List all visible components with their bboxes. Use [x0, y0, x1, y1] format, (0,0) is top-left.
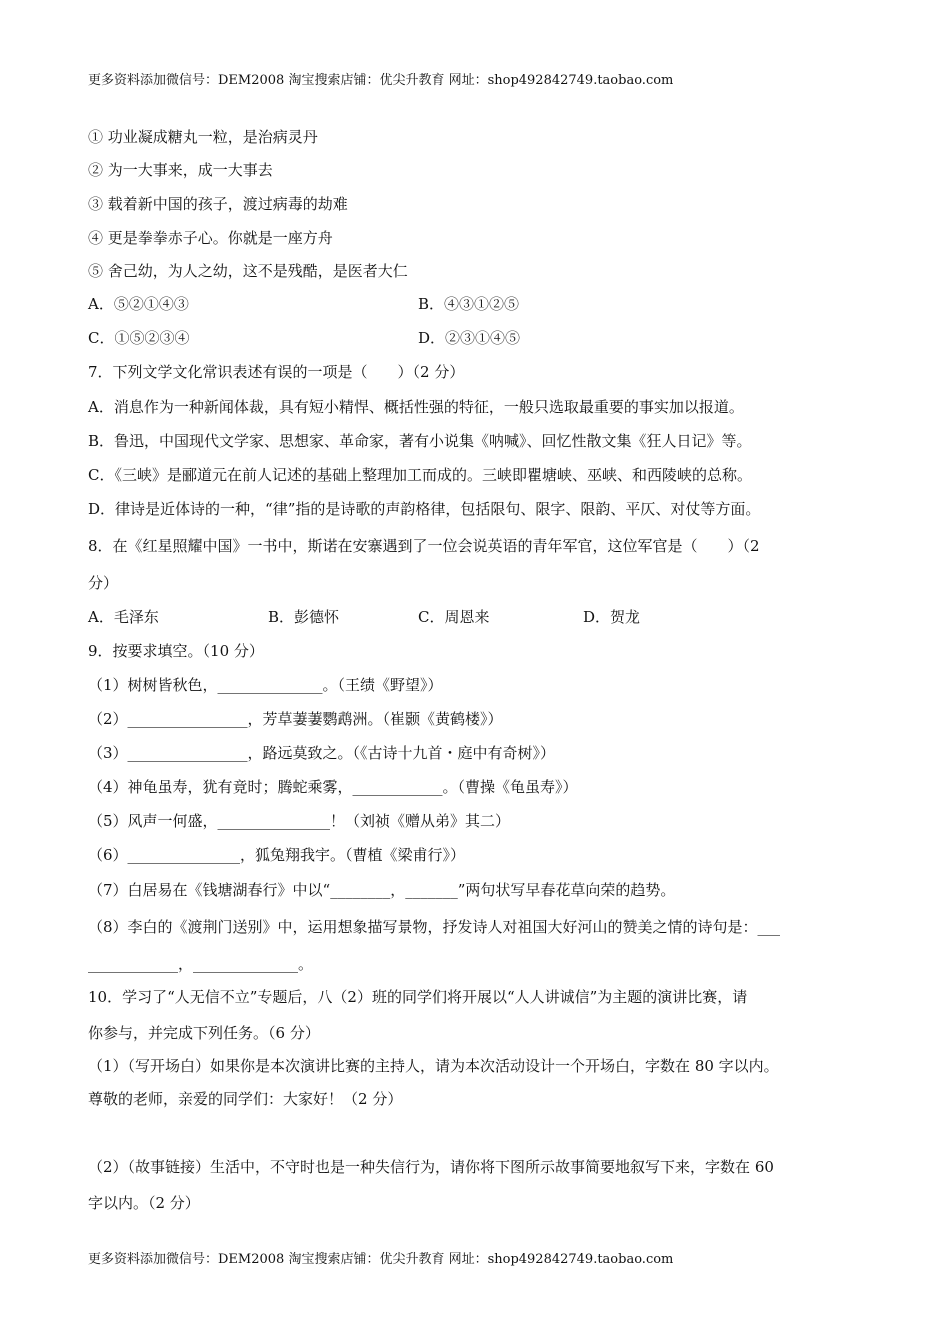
q7-option-c: C．《三峡》是郦道元在前人记述的基础上整理加工而成的。三峡即瞿塘峡、巫峡、和西陵峡的总称。 — [88, 466, 752, 484]
q9-item-8-continued: ____________，______________。 — [88, 955, 314, 973]
q7-option-d: D．律诗是近体诗的一种，“律”指的是诗歌的声韵格律，包括限句、限字、限韵、平仄、对仗等方面。 — [88, 500, 761, 518]
q8-stem-line2: 分） — [88, 574, 119, 592]
q9-item-8: （8）李白的《渡荆门送别》中，运用想象描写景物，抒发诗人对祖国大好河山的赞美之情的诗句是：___ — [88, 918, 781, 936]
q10-stem-line1: 10．学习了“人无信不立”专题后，八（2）班的同学们将开展以“人人讲诚信”为主题的演讲比赛，请 — [88, 988, 748, 1006]
page-header: 更多资料添加微信号：DEM2008 淘宝搜索店铺：优尖升教育 网址：shop492842749.taobao.com — [88, 73, 674, 88]
q8-option-b: B．彭德怀 — [268, 608, 340, 626]
q6-option-c: C．①⑤②③④ — [88, 329, 190, 347]
q6-item-4: ④ 更是拳拳赤子心。你就是一座方舟 — [88, 229, 333, 247]
q6-option-d: D．②③①④⑤ — [418, 329, 521, 347]
q8-stem-line1: 8．在《红星照耀中国》一书中，斯诺在安寨遇到了一位会说英语的青年军官，这位军官是（ ）（2 — [88, 537, 760, 555]
q10-part1-line1: （1）（写开场白）如果你是本次演讲比赛的主持人，请为本次活动设计一个开场白，字数在 80 字以内。 — [88, 1057, 779, 1075]
q9-item-7: （7）白居易在《钱塘湖春行》中以“________，_______”两句状写早春花草向荣的趋势。 — [88, 881, 676, 899]
q6-item-3: ③ 载着新中国的孩子，渡过病毒的劫难 — [88, 195, 348, 213]
q9-item-3: （3）________________，路远莫致之。（《古诗十九首・庭中有奇树》） — [88, 744, 556, 762]
q6-item-2: ② 为一大事来，成一大事去 — [88, 161, 273, 179]
q10-stem-line2: 你参与，并完成下列任务。（6 分） — [88, 1024, 320, 1042]
q9-item-6: （6）_______________，狐兔翔我宇。（曹植《梁甫行》） — [88, 846, 466, 864]
q6-item-1: ① 功业凝成糖丸一粒，是治病灵丹 — [88, 128, 318, 146]
q9-item-4: （4）神龟虽寿，犹有竟时；腾蛇乘雾，____________。（曹操《龟虽寿》） — [88, 778, 578, 796]
q7-option-a: A．消息作为一种新闻体裁，具有短小精悍、概括性强的特征，一般只选取最重要的事实加以报道。 — [88, 398, 744, 416]
q10-part1-line2: 尊敬的老师，亲爱的同学们：大家好！（2 分） — [88, 1090, 403, 1108]
q9-item-5: （5）风声一何盛，_______________！（刘祯《赠从弟》其二） — [88, 812, 511, 830]
page-footer: 更多资料添加微信号：DEM2008 淘宝搜索店铺：优尖升教育 网址：shop492842749.taobao.com — [88, 1252, 674, 1267]
q8-option-c: C．周恩来 — [418, 608, 490, 626]
q8-option-a: A．毛泽东 — [88, 608, 159, 626]
q10-part2-line2: 字以内。（2 分） — [88, 1194, 200, 1212]
q7-option-b: B．鲁迅，中国现代文学家、思想家、革命家，著有小说集《呐喊》、回忆性散文集《狂人日记》等。 — [88, 432, 752, 450]
q6-option-a: A．⑤②①④③ — [88, 295, 189, 313]
q9-item-1: （1）树树皆秋色，______________。（王绩《野望》） — [88, 676, 443, 694]
q9-stem: 9．按要求填空。（10 分） — [88, 642, 264, 660]
q7-stem: 7．下列文学文化常识表述有误的一项是（ ）（2 分） — [88, 363, 465, 381]
q6-item-5: ⑤ 舍己幼，为人之幼，这不是残酷，是医者大仁 — [88, 262, 408, 280]
q10-part2-line1: （2）（故事链接）生活中，不守时也是一种失信行为，请你将下图所示故事简要地叙写下来，字数在 60 — [88, 1158, 774, 1176]
q9-item-2: （2）________________，芳草萋萋鹦鹉洲。（崔颢《黄鹤楼》） — [88, 710, 503, 728]
q6-option-b: B．④③①②⑤ — [418, 295, 520, 313]
q8-option-d: D．贺龙 — [583, 608, 641, 626]
